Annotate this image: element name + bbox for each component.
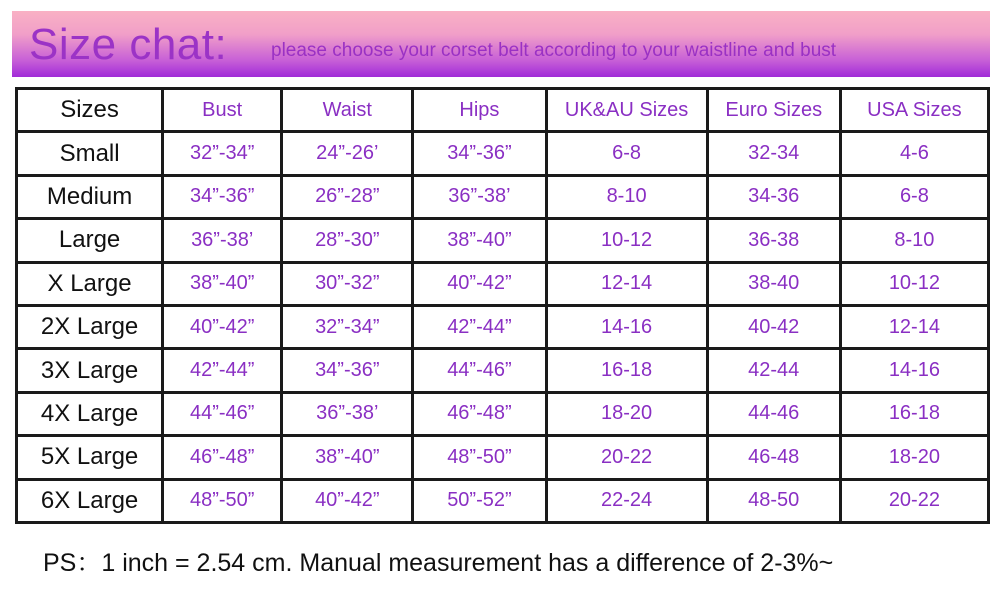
table-cell: 34”-36” — [414, 133, 544, 173]
table-row — [18, 394, 987, 434]
table-cell: 46”-48” — [164, 437, 280, 477]
table-cell: 8-10 — [842, 220, 987, 260]
table-cell: 6-8 — [548, 133, 706, 173]
column-header: Waist — [283, 90, 411, 130]
table-cell: 20-22 — [548, 437, 706, 477]
table-cell: 16-18 — [548, 350, 706, 390]
size-name-cell: Large — [18, 220, 161, 260]
table-cell: 38”-40” — [164, 264, 280, 304]
table-header-row — [18, 90, 987, 130]
table-cell: 38”-40” — [414, 220, 544, 260]
size-name-cell: 3X Large — [18, 350, 161, 390]
table-row — [18, 133, 987, 173]
size-name-cell: 5X Large — [18, 437, 161, 477]
table-cell: 18-20 — [548, 394, 706, 434]
column-header: Sizes — [18, 90, 161, 130]
banner — [12, 11, 990, 77]
size-name-cell: 4X Large — [18, 394, 161, 434]
table-cell: 20-22 — [842, 481, 987, 521]
table-cell: 4-6 — [842, 133, 987, 173]
table-cell: 14-16 — [548, 307, 706, 347]
table-cell: 26”-28” — [283, 177, 411, 217]
footnote: PS：1 inch = 2.54 cm. Manual measurement has a difference of 2-3%~ — [43, 549, 834, 577]
table-cell: 32”-34” — [283, 307, 411, 347]
table-cell: 6-8 — [842, 177, 987, 217]
table-cell: 46”-48” — [414, 394, 544, 434]
size-name-cell: 6X Large — [18, 481, 161, 521]
table-cell: 22-24 — [548, 481, 706, 521]
table-cell: 42”-44” — [414, 307, 544, 347]
table-cell: 40”-42” — [414, 264, 544, 304]
table-cell: 36”-38’ — [283, 394, 411, 434]
table-cell: 28”-30” — [283, 220, 411, 260]
table-row — [18, 264, 987, 304]
table-cell: 18-20 — [842, 437, 987, 477]
size-name-cell: Medium — [18, 177, 161, 217]
table-cell: 12-14 — [548, 264, 706, 304]
table-cell: 40”-42” — [283, 481, 411, 521]
table-cell: 36”-38’ — [414, 177, 544, 217]
table-row — [18, 177, 987, 217]
banner-title: Size chat: — [29, 20, 228, 69]
table-cell: 10-12 — [548, 220, 706, 260]
table-cell: 48”-50” — [164, 481, 280, 521]
table-cell: 44”-46” — [164, 394, 280, 434]
size-name-cell: 2X Large — [18, 307, 161, 347]
size-name-cell: X Large — [18, 264, 161, 304]
table-cell: 48”-50” — [414, 437, 544, 477]
table-cell: 44-46 — [709, 394, 839, 434]
table-cell: 36”-38’ — [164, 220, 280, 260]
table-cell: 34”-36” — [164, 177, 280, 217]
table-cell: 8-10 — [548, 177, 706, 217]
column-header: Bust — [164, 90, 280, 130]
table-cell: 30”-32” — [283, 264, 411, 304]
banner-subtitle: please choose your corset belt according to your waistline and bust — [271, 40, 837, 61]
table-row — [18, 481, 987, 521]
table-cell: 10-12 — [842, 264, 987, 304]
column-header: Hips — [414, 90, 544, 130]
table-cell: 12-14 — [842, 307, 987, 347]
column-header: Euro Sizes — [709, 90, 839, 130]
table-cell: 14-16 — [842, 350, 987, 390]
table-cell: 40”-42” — [164, 307, 280, 347]
table-cell: 32”-34” — [164, 133, 280, 173]
table-cell: 34-36 — [709, 177, 839, 217]
table-row — [18, 220, 987, 260]
table-cell: 16-18 — [842, 394, 987, 434]
column-header: USA Sizes — [842, 90, 987, 130]
table-cell: 48-50 — [709, 481, 839, 521]
table-row — [18, 307, 987, 347]
table-cell: 36-38 — [709, 220, 839, 260]
table-cell: 34”-36” — [283, 350, 411, 390]
table-cell: 24”-26’ — [283, 133, 411, 173]
column-header: UK&AU Sizes — [548, 90, 706, 130]
table-row — [18, 437, 987, 477]
size-name-cell: Small — [18, 133, 161, 173]
table-cell: 32-34 — [709, 133, 839, 173]
table-cell: 38”-40” — [283, 437, 411, 477]
table-cell: 38-40 — [709, 264, 839, 304]
table-cell: 50”-52” — [414, 481, 544, 521]
size-table — [15, 87, 990, 524]
table-cell: 44”-46” — [414, 350, 544, 390]
table-cell: 40-42 — [709, 307, 839, 347]
table-cell: 42-44 — [709, 350, 839, 390]
table-cell: 42”-44” — [164, 350, 280, 390]
table-row — [18, 350, 987, 390]
table-cell: 46-48 — [709, 437, 839, 477]
